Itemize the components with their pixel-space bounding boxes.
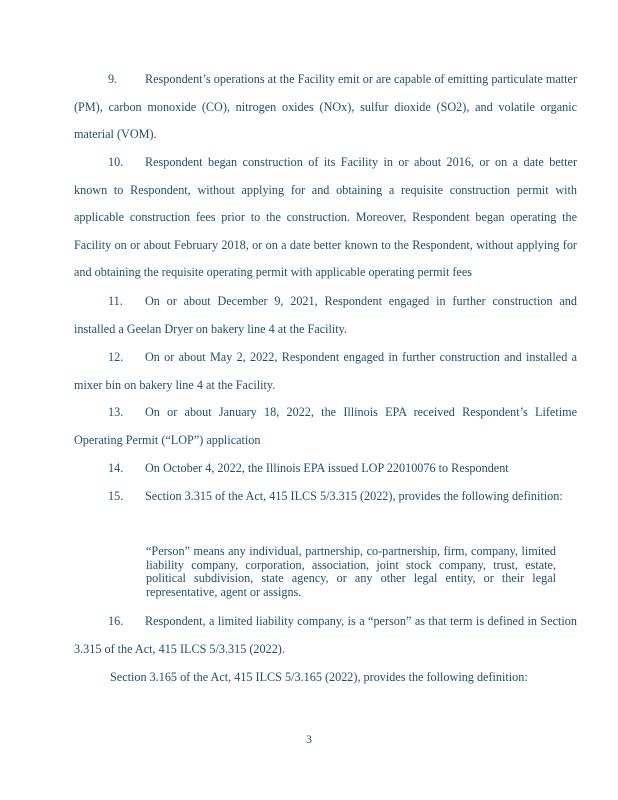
paragraph-13-text: On or about January 18, 2022, the Illinois EPA received Respondent’s Lifetime Operating Permit (“LOP”) application <box>74 405 577 447</box>
paragraph-14-text: On October 4, 2022, the Illinois EPA issued LOP 22010076 to Respondent <box>145 461 509 475</box>
paragraph-15-number: 15. <box>108 489 124 503</box>
paragraph-9-text: Respondent’s operations at the Facility emit or are capable of emitting particulate matter (PM), carbon monoxide (CO), nitrogen oxides (NOx), sulfur dioxide (SO2), and volatile organic material (VOM). <box>74 72 577 142</box>
paragraph-10-text: Respondent began construction of its Facility in or about 2016, or on a date better known to Respondent, without applying for and obtaining a requisite construction permit with applicable construction fees prior to the construction. Moreover, Respondent began operating the Facility on or about February 2018, or on a date better known to the Respondent, without applying for and obtaining the requisite operating permit with applicable operating permit fees <box>74 155 577 280</box>
paragraph-14-number: 14. <box>108 461 124 475</box>
paragraph-9-number: 9. <box>108 72 118 86</box>
paragraph-11-number: 11. <box>108 294 123 308</box>
paragraph-15-text: Section 3.315 of the Act, 415 ILCS 5/3.315 (2022), provides the following definition: <box>145 489 563 503</box>
paragraph-12-number: 12. <box>108 350 124 364</box>
paragraph-12-text: On or about May 2, 2022, Respondent engaged in further construction and installed a mixer bin on bakery line 4 at the Facility. <box>74 350 577 392</box>
paragraph-16-text: Respondent, a limited liability company, is a “person” as that term is defined in Section 3.315 of the Act, 415 ILCS 5/3.315 (2022). <box>74 614 577 656</box>
paragraph-16-number: 16. <box>108 614 124 628</box>
paragraph-11-text: On or about December 9, 2021, Respondent engaged in further construction and installed a Geelan Dryer on bakery line 4 at the Facility. <box>74 294 577 336</box>
section-3165-sentence: Section 3.165 of the Act, 415 ILCS 5/3.165 (2022), provides the following definition: <box>110 670 528 684</box>
paragraph-13-number: 13. <box>108 405 124 419</box>
paragraph-10-number: 10. <box>108 155 124 169</box>
person-definition-quote: “Person” means any individual, partnership, co-partnership, firm, company, limited liability company, corporation, association, joint stock company, trust, estate, political subdivision, state agency, or any other legal entity, or their legal representative, agent or assigns. <box>146 544 556 599</box>
page-number: 3 <box>306 734 312 746</box>
